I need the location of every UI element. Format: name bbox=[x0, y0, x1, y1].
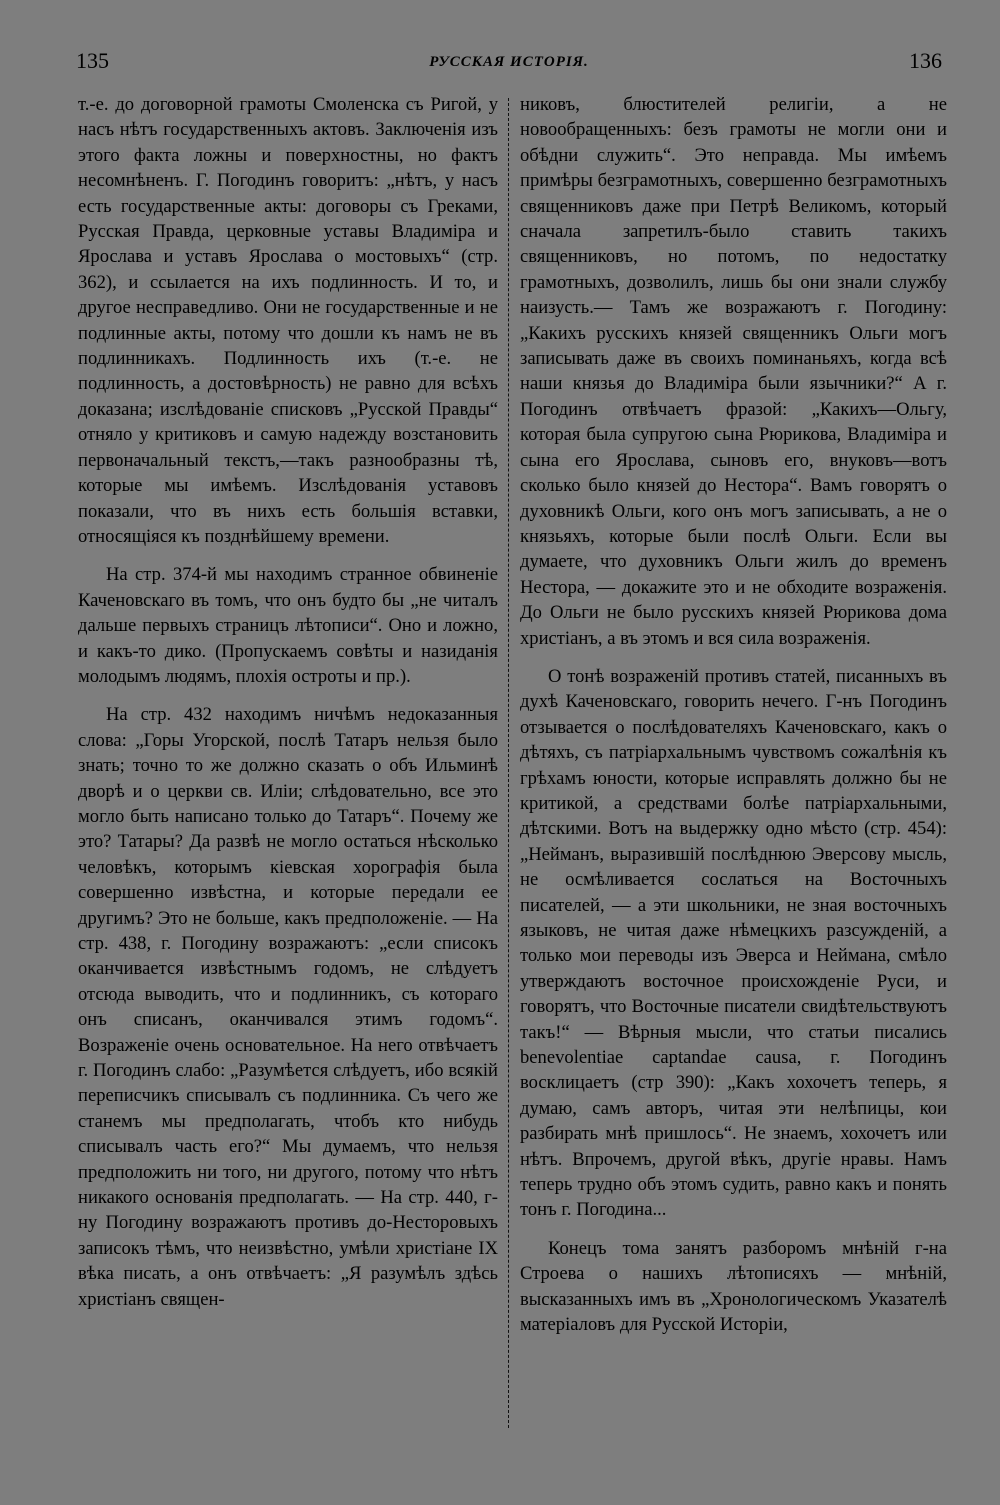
paragraph: На стр. 432 находимъ ничѣмъ недоказанныя слова: „Горы Угорской, послѣ Татаръ нельзя было знать; точно то же должно сказать о объ Ильминѣ дворѣ и о церкви св. Иліи; слѣдовательно, все это могло быть написано только до Татаръ“. Почему же это? Татары? Да развѣ не могло остаться нѣсколько человѣкъ, которымъ кіевская хорографія была совершенно извѣстна, и которые передали ее другимъ? Это не больше, какъ предположеніе. — На стр. 438, г. Погодину возражаютъ: „если списокъ оканчивается извѣстнымъ годомъ, не слѣдуетъ отсюда выводить, что и подлинникъ, съ котораго онъ списанъ, оканчивался этимъ годомъ“. Возраженіе очень основательное. На него отвѣчаетъ г. Погодинъ слабо: „Разумѣется слѣдуетъ, ибо всякій переписчикъ списывалъ съ подлинника. Съ чего же станемъ мы предполагать, чтобъ кто нибудь списывалъ часть его?“ Мы думаемъ, что нельзя предположить ни того, ни другого, потому что нѣтъ никакого основанія предполагать. — На стр. 440, г-ну Погодину возражаютъ противъ до-Несторовыхъ записокъ тѣмъ, что неизвѣстно, умѣли христіане IX вѣка писать, а онъ отвѣчаетъ: „Я разумѣлъ здѣсь христіанъ священ- bbox=[78, 704, 498, 1310]
paragraph: На стр. 374-й мы находимъ странное обвиненіе Каченовскаго въ томъ, что онъ будто бы „не читалъ дальше первыхъ страницъ лѣтописи“. Оно и ложно, и какъ-то дико. (Пропускаемъ совѣты и назиданія молодымъ людямъ, плохія остроты и пр.). bbox=[78, 564, 498, 687]
right-column bbox=[520, 92, 947, 1351]
page-number-right: 136 bbox=[909, 48, 942, 73]
column-divider bbox=[508, 98, 509, 1428]
page-number-left: 135 bbox=[76, 48, 109, 73]
paragraph: О тонѣ возраженій противъ статей, писанныхъ въ духѣ Каченовскаго, говорить нечего. Г-нъ Погодинъ отзывается о послѣдователяхъ Каченовскаго, какъ о дѣтяхъ, съ патріархальнымъ чувствомъ сожалѣнія къ грѣхамъ юности, которые исправлять должно бы не критикой, а средствами болѣе патріархальными, дѣтскими. Вотъ на выдержку одно мѣсто (стр. 454): „Нейманъ, выразившій послѣднюю Эверсову мысль, не осмѣливается сослаться на Восточныхъ писателей, — а эти школьники, не зная восточныхъ языковъ, не читая даже нѣмецкихъ разсужденій, а только мои переводы изъ Эверса и Неймана, смѣло утверждаютъ восточное происхожденіе Руси, и говорятъ, что Восточные писатели свидѣтельствуютъ такъ!“ — Вѣрныя мысли, что статьи писались benevolentiae captandae causa, г. Погодинъ восклицаетъ (стр 390): „Какъ хохочетъ теперь, я думаю, самъ авторъ, читая эти нелѣпицы, кои разбирать мнѣ пришлось“. Не знаемъ, хохочетъ или нѣтъ. Впрочемъ, другой вѣкъ, другіе нравы. Намъ теперь трудно объ этомъ судить, равно какъ и понять тонъ г. Погодина... bbox=[520, 665, 947, 1221]
page-header bbox=[76, 48, 942, 82]
paragraph: т.-е. до договорной грамоты Смоленска съ Ригой, у насъ нѣтъ государственныхъ актовъ. Заключенія изъ этого факта ложны и поверхностны, но фактъ несомнѣненъ. Г. Погодинъ говоритъ: „нѣтъ, у насъ есть государственные акты: договоры съ Греками, Русская Правда, церковные уставы Владиміра и Ярослава и уставъ Ярослава о мостовыхъ“ (стр. 362), и ссылается на ихъ подлинность. И то, и другое несправедливо. Они не государственные и не подлинные акты, потому что дошли къ намъ не въ подлинникахъ. Подлинность ихъ (т.-е. не подлинность, а достовѣрность) не равно для всѣхъ доказана; изслѣдованіе списковъ „Русской Правды“ отняло у критиковъ и самую надежду возстановить первоначальный текстъ,—такъ разнообразны тѣ, которые мы имѣемъ. Изслѣдованія уставовъ показали, что въ нихъ есть большія вставки, относящіяся къ позднѣйшему времени. bbox=[78, 94, 498, 547]
left-column bbox=[78, 92, 498, 1325]
paragraph: Конецъ тома занятъ разборомъ мнѣній г-на Строева о нашихъ лѣтописяхъ — мнѣній, высказанныхъ имъ въ „Хронологическомъ Указателѣ матеріаловъ для Русской Исторіи, bbox=[520, 1237, 947, 1336]
running-title: РУССКАЯ ИСТОРІЯ. bbox=[429, 54, 589, 70]
paragraph: никовъ, блюстителей религіи, а не новообращенныхъ: безъ грамоты не могли они и обѣдни служить“. Это неправда. Мы имѣемъ примѣры безграмотныхъ, совершенно безграмотныхъ священниковъ даже при Петрѣ Великомъ, который сначала запретилъ-было ставить такихъ священниковъ, но потомъ, по недостатку грамотныхъ, дозволилъ, лишь бы они знали службу наизусть.— Тамъ же возражаютъ г. Погодину: „Какихъ русскихъ князей священникъ Ольги могъ записывать даже въ своихъ поминаньяхъ, когда всѣ наши князья до Владиміра были язычники?“ А г. Погодинъ отвѣчаетъ фразой: „Какихъ—Ольгу, которая была супругою сына Рюрикова, Владиміра и сына его Ярослава, сыновъ его, внуковъ—вотъ сколько было князей до Нестора“. Вамъ говорятъ о духовникѣ Ольги, кого онъ могъ записывать, а не о князьяхъ, которые были послѣ Ольги. Если вы думаете, что духовникъ Ольги жилъ до временъ Нестора, — докажите это и не обходите возраженія. До Ольги не было русскихъ князей Рюрикова дома христіанъ, а въ этомъ и вся сила возраженія. bbox=[520, 94, 947, 649]
